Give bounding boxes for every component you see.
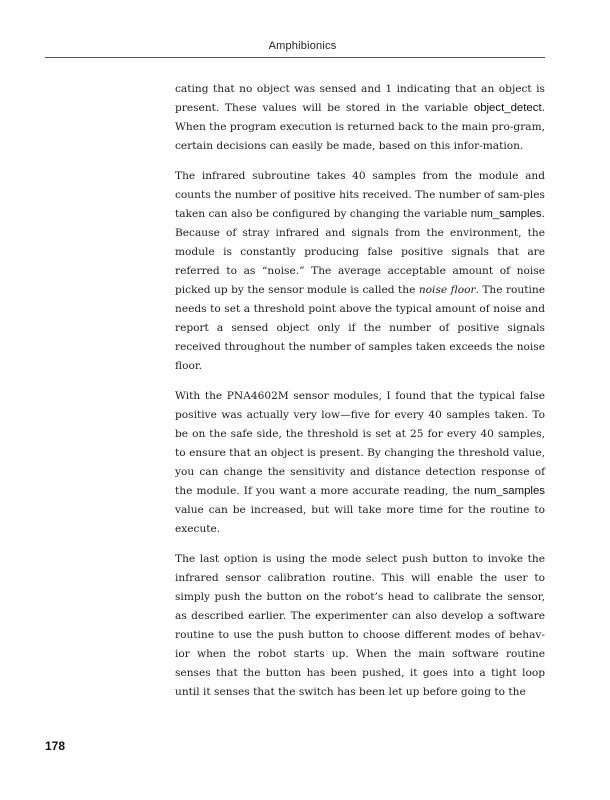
paragraph-text: The infrared subroutine takes 40 samples from the module and counts the number of positive hits received. The number of sam-ples taken can also be configured by changing the variable	[175, 170, 545, 220]
body-text	[175, 80, 545, 713]
paragraph-text: . Because of stray infrared and signals from the environment, the module is constantly producing false positive signals that are referred to as “noise.” The average acceptable amount of noise picked up by the sensor module is called the	[175, 208, 545, 296]
paragraph-text: With the PNA4602M sensor modules, I found that the typical false positive was actually very low—five for every 40 samples taken. To be on the safe side, the threshold is set at 25 for every 40 samples, to ensure that an object is present. By changing the threshold value, you can change the sensitivity and distance detection response of the module. If you want a more accurate reading, the	[175, 390, 545, 497]
header-rule	[45, 57, 545, 58]
code-variable-object-detect: object_detect	[473, 102, 542, 114]
paragraph-text: value can be increased, but will take more time for the routine to execute.	[175, 504, 545, 535]
italic-term-noise-floor: noise floor	[418, 284, 476, 296]
paragraph-text: . The routine needs to set a threshold point above the typical amount of noise and report a sensed object only if the number of positive signals received throughout the number of samples taken exceeds the noise floor.	[175, 284, 545, 372]
paragraph-2	[175, 167, 545, 376]
paragraph-text: cating that no object was sensed and 1 indicating that an object is present. These values will be stored in the variable	[175, 83, 545, 114]
code-variable-num-samples: num_samples	[474, 485, 545, 497]
running-header: Amphibionics	[268, 40, 337, 52]
paragraph-text: . When the program execution is returned back to the main pro-gram, certain decisions can easily be made, based on this infor-mation.	[175, 102, 545, 152]
paragraph-3	[175, 387, 545, 539]
paragraph-4	[175, 550, 545, 702]
page-number: 178	[45, 739, 66, 753]
code-variable-num-samples: num_samples	[470, 208, 542, 220]
paragraph-1	[175, 80, 545, 156]
paragraph-text: The last option is using the mode select push button to invoke the infrared sensor calibration routine. This will enable the user to simply push the button on the robot’s head to calibrate the sensor, as described earlier. The experimenter can also develop a software routine to use the push button to choose different modes of behav-ior when the robot starts up. When the main software routine senses that the button has been pushed, it goes into a tight loop until it senses that the switch has been let up before going to the	[175, 553, 545, 698]
